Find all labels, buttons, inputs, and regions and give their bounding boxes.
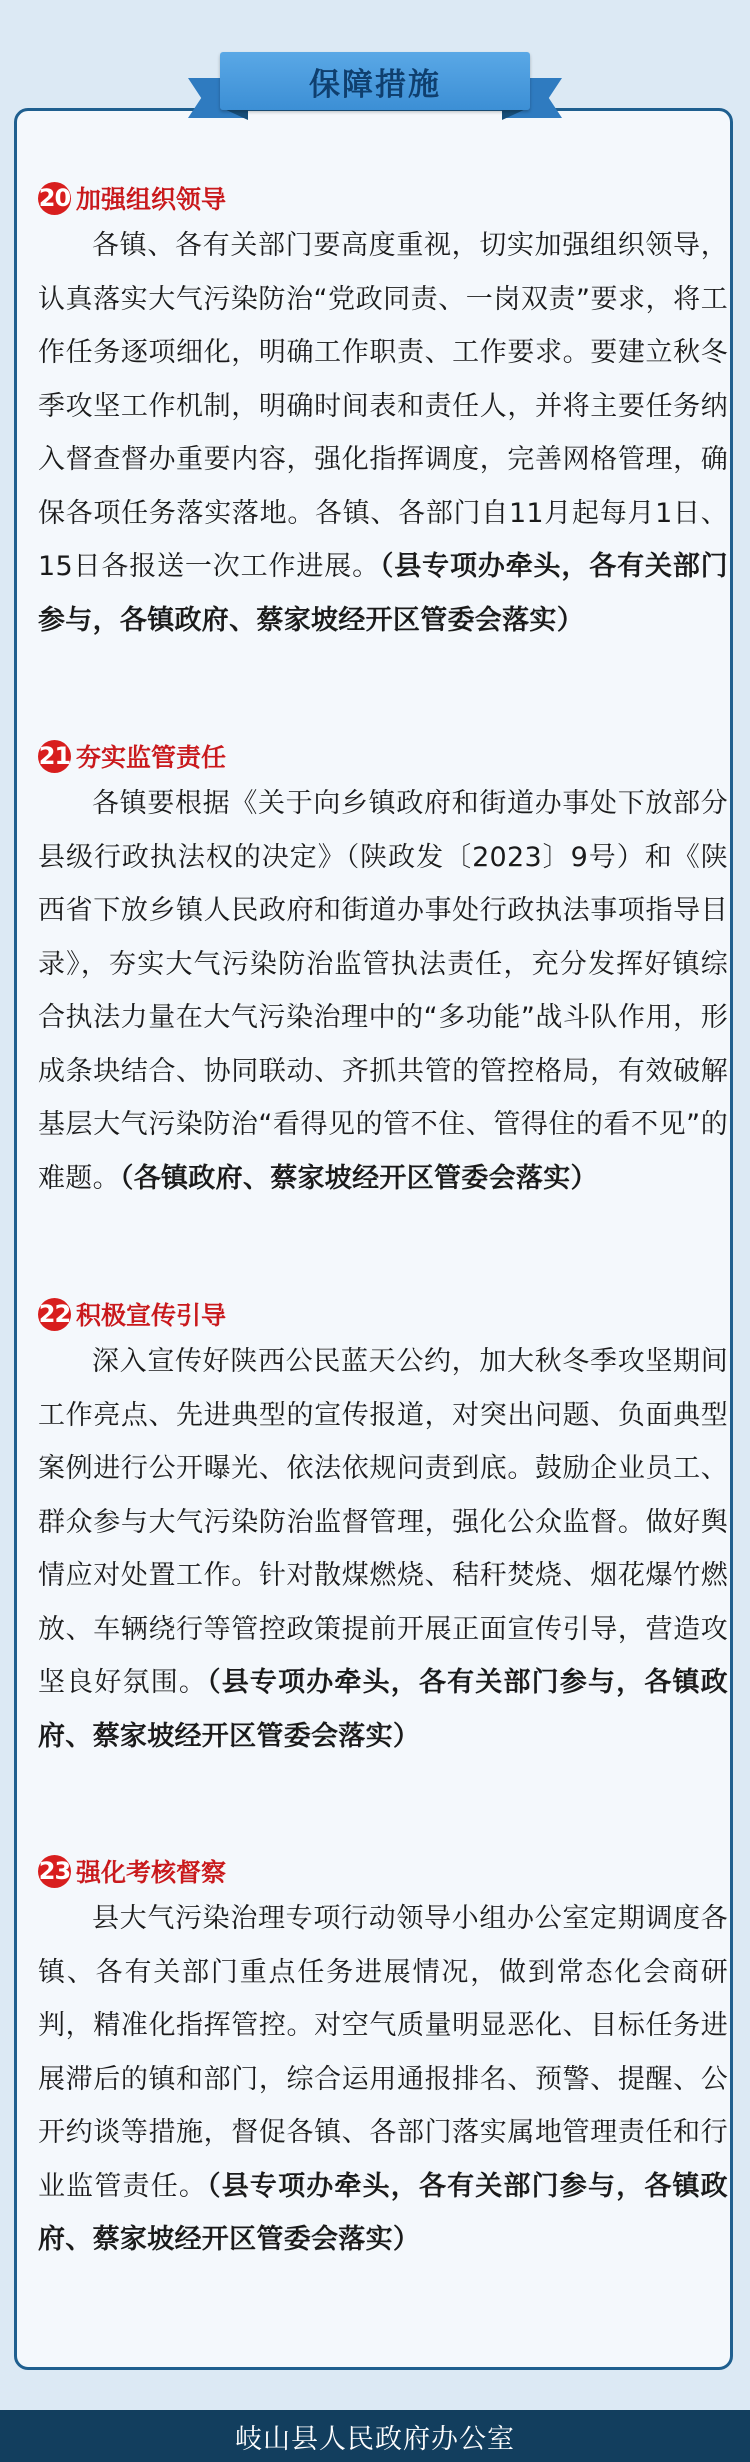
section-heading: [38, 738, 728, 774]
title-banner: [188, 52, 562, 118]
section-responsibility: （县专项办牵头，各有关部门参与，各镇政府、蔡家坡经开区管委会落实）: [38, 551, 728, 636]
section-heading: [38, 1296, 728, 1332]
section-responsibility: （各镇政府、蔡家坡经开区管委会落实）: [119, 1162, 598, 1194]
page-title: 保障措施: [309, 66, 441, 103]
section-21: [38, 738, 728, 1205]
section-body: 深入宣传好陕西公民蓝天公约，加大秋冬季攻坚期间工作亮点、先进典型的宣传报道，对突出问题、负面典型案例进行公开曝光、依法依规问责到底。鼓励企业员工、群众参与大气污染防治监督管理，强化公众监督。做好舆情应对处置工作。针对散煤燃烧、秸秆焚烧、烟花爆竹燃放、车辆绕行等管控政策提前开展正面宣传引导，营造攻坚良好氛围。: [38, 1346, 728, 1698]
section-body: 县大气污染治理专项行动领导小组办公室定期调度各镇、各有关部门重点任务进展情况，做到常态化会商研判，精准化指挥管控。对空气质量明显恶化、目标任务进展滞后的镇和部门，综合运用通报排名、预警、提醒、公开约谈等措施，督促各镇、各部门落实属地管理责任和行业监管责任。: [38, 1903, 728, 2202]
section-number-badge: 22: [38, 1298, 71, 1331]
section-paragraph: [38, 219, 728, 647]
section-body: 各镇、各有关部门要高度重视，切实加强组织领导，认真落实大气污染防治“党政同责、一岗双责”要求，将工作任务逐项细化，明确工作职责、工作要求。要建立秋冬季攻坚工作机制，明确时间表和责任人，并将主要任务纳入督查督办重要内容，强化指挥调度，完善网格管理，确保各项任务落实落地。各镇、各部门自11月起每月1日、15日各报送一次工作进展。: [38, 230, 728, 582]
section-heading: [38, 180, 728, 216]
section-paragraph: [38, 1892, 728, 2267]
banner-plate: [220, 52, 530, 110]
section-22: [38, 1296, 728, 1763]
section-paragraph: [38, 1335, 728, 1763]
section-title: 强化考核督察: [76, 1858, 227, 1887]
section-responsibility: （县专项办牵头，各有关部门参与，各镇政府、蔡家坡经开区管委会落实）: [38, 1667, 728, 1752]
footer-bar: [0, 2410, 750, 2462]
section-20: [38, 180, 728, 647]
section-number-badge: 23: [38, 1855, 71, 1888]
section-body: 各镇要根据《关于向乡镇政府和街道办事处下放部分县级行政执法权的决定》（陕政发〔2023〕9号）和《陕西省下放乡镇人民政府和街道办事处行政执法事项指导目录》，夯实大气污染防治监管执法责任，充分发挥好镇综合执法力量在大气污染治理中的“多功能”战斗队作用，形成条块结合、协同联动、齐抓共管的管控格局，有效破解基层大气污染防治“看得见的管不住、管得住的看不见”的难题。: [38, 788, 728, 1194]
section-responsibility: （县专项办牵头，各有关部门参与，各镇政府、蔡家坡经开区管委会落实）: [38, 2170, 728, 2255]
section-title: 积极宣传引导: [76, 1301, 227, 1330]
section-number-badge: 20: [38, 182, 71, 215]
section-23: [38, 1853, 728, 2267]
section-number-badge: 21: [38, 740, 71, 773]
section-title: 加强组织领导: [76, 185, 227, 214]
section-heading: [38, 1853, 728, 1889]
footer-text: 岐山县人民政府办公室: [235, 2423, 515, 2455]
section-title: 夯实监管责任: [76, 743, 227, 772]
section-paragraph: [38, 777, 728, 1205]
